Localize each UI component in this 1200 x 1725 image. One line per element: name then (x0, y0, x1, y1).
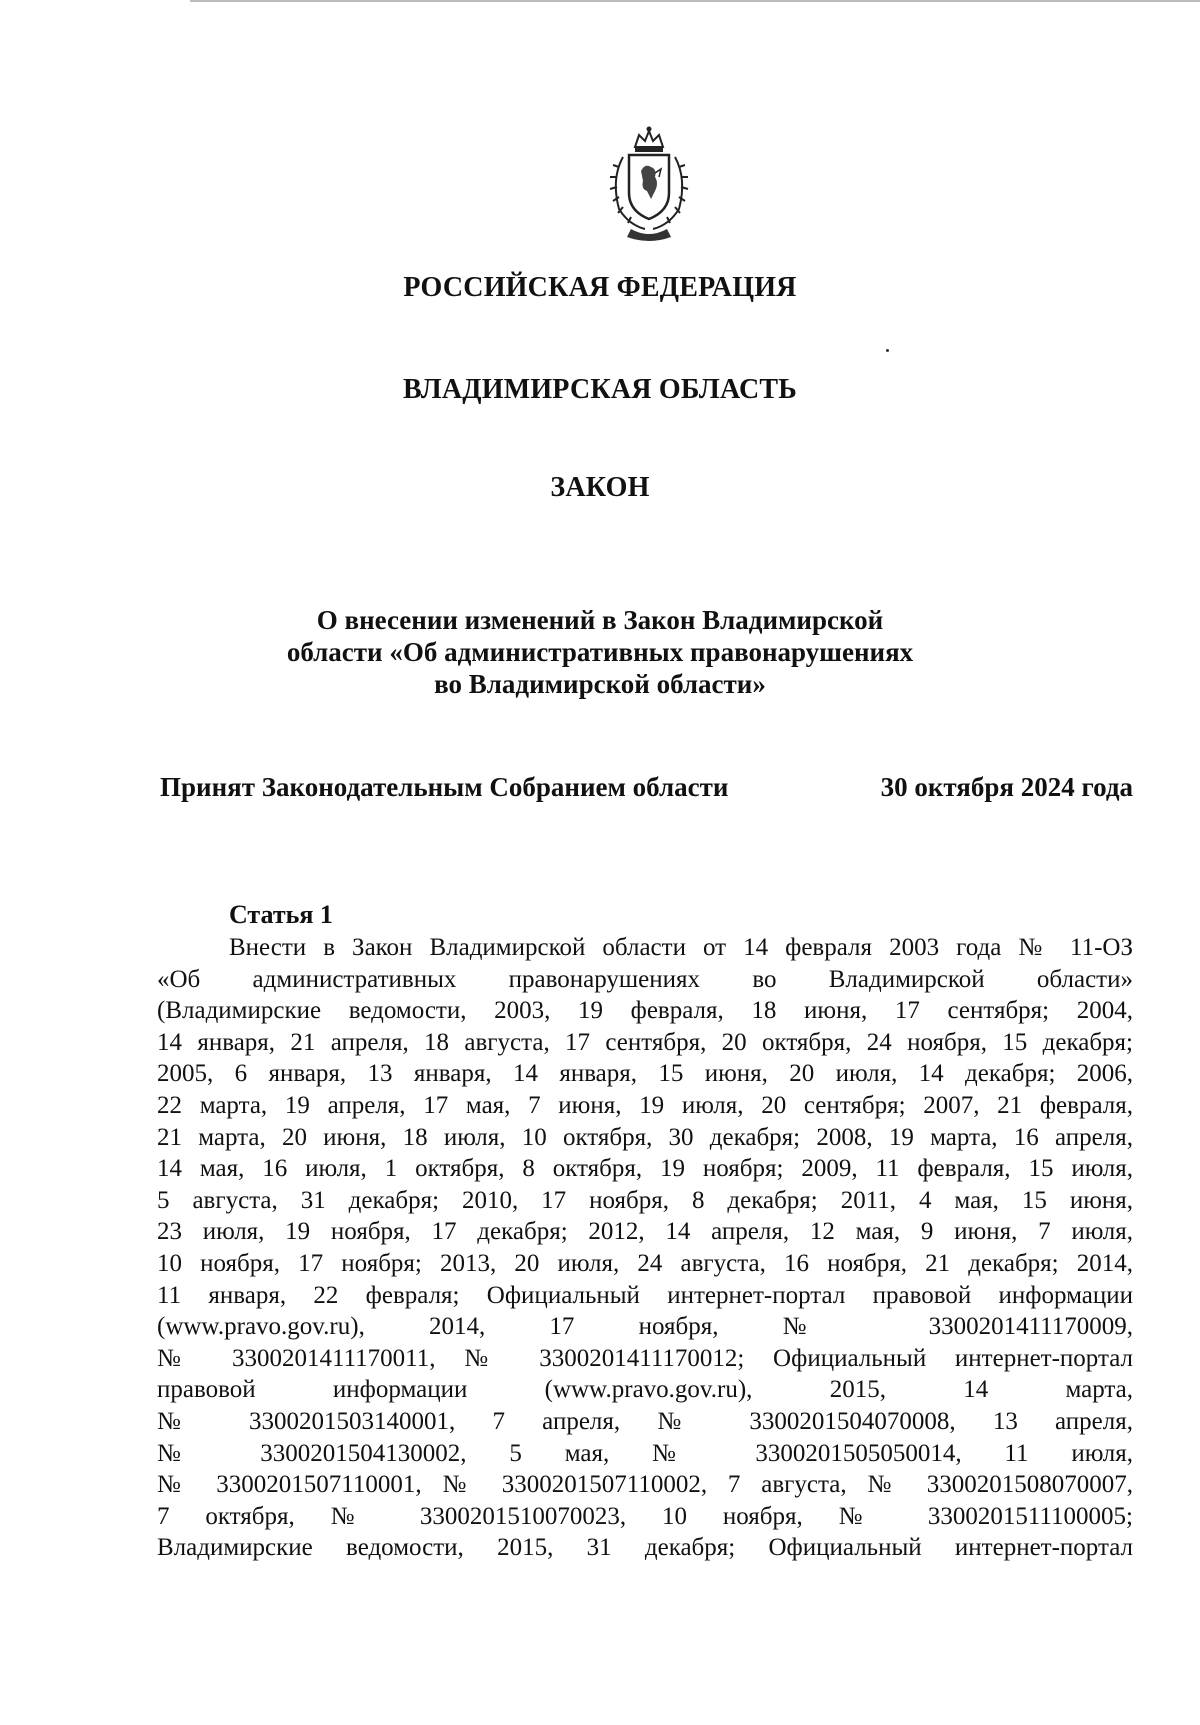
region-heading: ВЛАДИМИРСКАЯ ОБЛАСТЬ (402, 374, 798, 405)
law-title-line: О внесении изменений в Закон Владимирской (316, 605, 884, 635)
article-text-line: № 3300201411170011, № 3300201411170012; Официальный интернет-портал (157, 1344, 1133, 1372)
coat-of-arms-icon (601, 125, 697, 245)
article-text-line: № 3300201504130002, 5 мая, № 3300201505050014, 11 июля, (157, 1439, 1133, 1467)
adopted-by: Принят Законодательным Собранием области (160, 772, 729, 802)
article-text-line: Владимирские ведомости, 2015, 31 декабря; Официальный интернет-портал (157, 1534, 1133, 1562)
adoption-date: 30 октября 2024 года (880, 772, 1133, 802)
scan-speck (886, 349, 889, 352)
law-title (0, 604, 1200, 700)
article-text-line: 14 января, 21 апреля, 18 августа, 17 сентября, 20 октября, 24 ноября, 15 декабря; (157, 1028, 1133, 1056)
article-text-line: «Об административных правонарушениях во Владимирской области» (157, 965, 1133, 993)
article-text-line: 7 октября, № 3300201510070023, 10 ноября, № 3300201511100005; (157, 1502, 1133, 1530)
article-text-line: 10 ноября, 17 ноября; 2013, 20 июля, 24 августа, 16 ноября, 21 декабря; 2014, (157, 1249, 1133, 1277)
article-text-line: 2005, 6 января, 13 января, 14 января, 15 июня, 20 июля, 14 декабря; 2006, (157, 1060, 1133, 1088)
article-text-line: 21 марта, 20 июня, 18 июля, 10 октября, 30 декабря; 2008, 19 марта, 16 апреля, (157, 1123, 1133, 1151)
top-border-line (190, 0, 1200, 2)
document-type-heading: ЗАКОН (550, 472, 650, 503)
article-heading: Статья 1 (229, 900, 333, 929)
article-body (157, 932, 1133, 1564)
article-text-line: 22 марта, 19 апреля, 17 мая, 7 июня, 19 июля, 20 сентября; 2007, 21 февраля, (157, 1091, 1133, 1119)
article-text-line: № 3300201507110001, № 3300201507110002, 7 августа, № 3300201508070007, (157, 1471, 1133, 1499)
article-text-line: 23 июля, 19 ноября, 17 декабря; 2012, 14 апреля, 12 мая, 9 июня, 7 июля, (157, 1218, 1133, 1246)
article-text-line: 14 мая, 16 июля, 1 октября, 8 октября, 19 ноября; 2009, 11 февраля, 15 июля, (157, 1155, 1133, 1183)
article-text-line: 5 августа, 31 декабря; 2010, 17 ноября, 8 декабря; 2011, 4 мая, 15 июня, (157, 1186, 1133, 1214)
article-text-line: (www.pravo.gov.ru), 2014, 17 ноября, № 3300201411170009, (157, 1313, 1133, 1341)
article-text-line: Внести в Закон Владимирской области от 14 февраля 2003 года № 11-ОЗ (229, 934, 1133, 961)
law-title-line: области «Об административных правонарушениях (286, 637, 914, 667)
article-text-line: (Владимирские ведомости, 2003, 19 февраля, 18 июня, 17 сентября; 2004, (157, 997, 1133, 1025)
law-title-line: во Владимирской области» (434, 669, 766, 699)
article-text-line: № 3300201503140001, 7 апреля, № 3300201504070008, 13 апреля, (157, 1407, 1133, 1435)
country-heading: РОССИЙСКАЯ ФЕДЕРАЦИЯ (403, 272, 797, 303)
article-text-line: правовой информации (www.pravo.gov.ru), 2015, 14 марта, (157, 1376, 1133, 1404)
article-text-line: 11 января, 22 февраля; Официальный интернет-портал правовой информации (157, 1281, 1133, 1309)
